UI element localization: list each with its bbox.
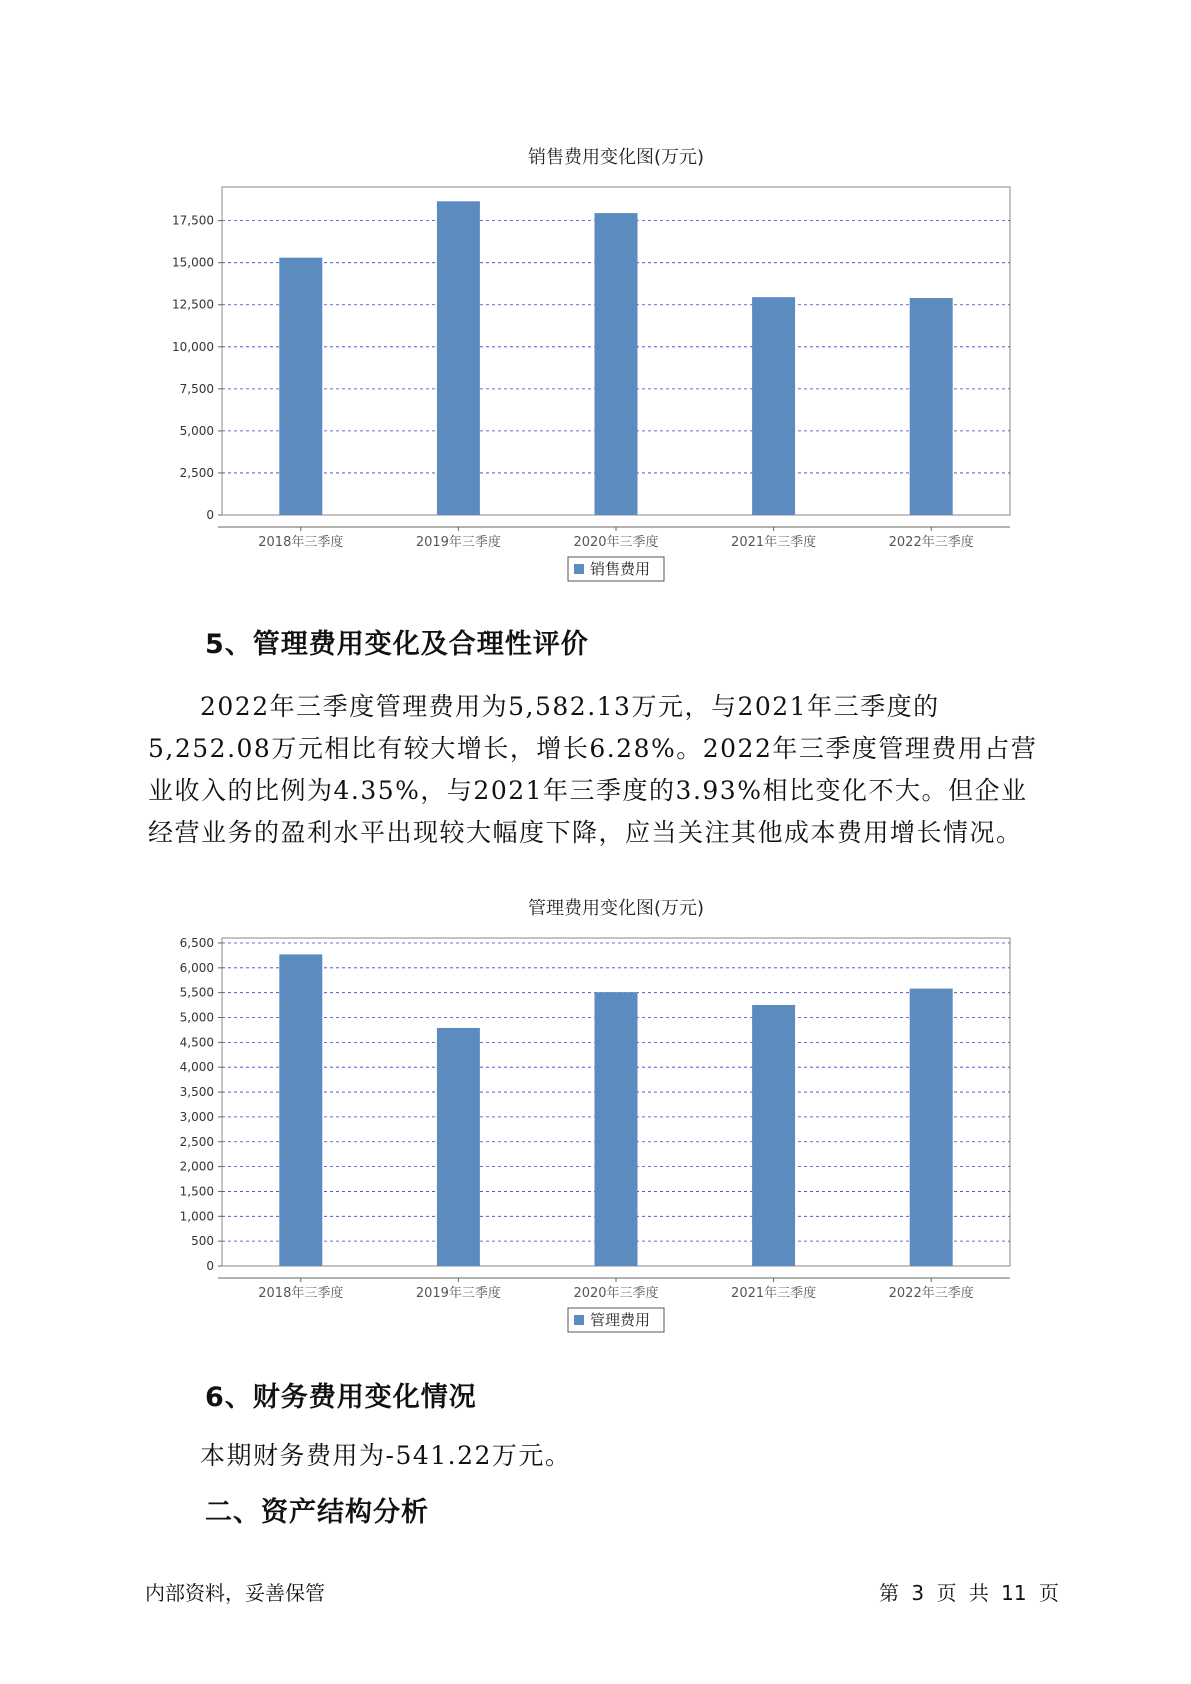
bar <box>437 1028 480 1266</box>
y-tick-label: 4,500 <box>179 1035 214 1050</box>
y-tick-label: 0 <box>206 1259 214 1273</box>
y-tick-label: 7,500 <box>179 381 214 396</box>
x-tick-label: 2018年三季度 <box>258 1286 344 1301</box>
x-tick-label: 2020年三季度 <box>573 1286 659 1301</box>
y-tick-label: 12,500 <box>172 297 214 312</box>
bar <box>279 258 322 515</box>
y-tick-label: 2,500 <box>179 465 214 480</box>
sales-expense-chart-svg <box>0 125 1191 595</box>
bar <box>910 298 953 515</box>
asset-structure-heading: 二、资产结构分析 <box>205 1497 429 1528</box>
bar <box>752 1005 795 1266</box>
y-tick-label: 10,000 <box>172 339 214 354</box>
chart-title: 管理费用变化图(万元) <box>527 898 705 919</box>
y-tick-label: 4,000 <box>179 1060 214 1075</box>
y-tick-label: 3,000 <box>179 1109 214 1124</box>
y-tick-label: 15,000 <box>172 255 214 270</box>
bar <box>595 213 638 515</box>
x-tick-label: 2021年三季度 <box>731 535 817 550</box>
section5-paragraph <box>148 686 1048 854</box>
management-expense-chart-svg <box>0 876 1191 1346</box>
x-tick-label: 2019年三季度 <box>415 1286 501 1301</box>
bar <box>910 989 953 1266</box>
x-tick-label: 2019年三季度 <box>415 535 501 550</box>
section5-paragraph-text: 2022年三季度管理费用为5,582.13万元，与2021年三季度的5,252.08万元相比有较大增长，增长6.28%。2022年三季度管理费用占营业收入的比例为4.35%，与2021年三季度的3.93%相比变化不大。但企业经营业务的盈利水平出现较大幅度下降，应当关注其他成本费用增长情况。 <box>148 692 1038 847</box>
y-tick-label: 3,500 <box>179 1085 214 1100</box>
legend-swatch <box>574 564 584 574</box>
bar <box>752 297 795 515</box>
chart-title: 销售费用变化图(万元) <box>527 147 705 168</box>
y-tick-label: 17,500 <box>172 213 214 228</box>
x-tick-label: 2021年三季度 <box>731 1286 817 1301</box>
x-tick-label: 2020年三季度 <box>573 535 659 550</box>
y-tick-label: 2,500 <box>179 1134 214 1149</box>
y-tick-label: 1,000 <box>179 1209 214 1224</box>
footer-confidential-note: 内部资料，妥善保管 <box>145 1581 325 1605</box>
bar <box>595 992 638 1266</box>
sales-expense-chart <box>0 125 1191 595</box>
y-tick-label: 5,000 <box>179 423 214 438</box>
y-tick-label: 5,000 <box>179 1010 214 1025</box>
legend-label: 管理费用 <box>590 1311 651 1329</box>
section6-heading: 6、财务费用变化情况 <box>205 1382 477 1413</box>
section5-heading: 5、管理费用变化及合理性评价 <box>205 629 589 660</box>
y-tick-label: 2,000 <box>179 1159 214 1174</box>
bar <box>279 954 322 1266</box>
y-tick-label: 1,500 <box>179 1184 214 1199</box>
legend-label: 销售费用 <box>590 560 651 578</box>
section6-paragraph <box>148 1435 1048 1477</box>
footer-page-number: 第 3 页 共 11 页 <box>879 1581 1059 1605</box>
legend-swatch <box>574 1315 584 1325</box>
y-tick-label: 500 <box>191 1234 214 1249</box>
y-tick-label: 6,000 <box>179 960 214 975</box>
x-tick-label: 2022年三季度 <box>888 535 974 550</box>
bar <box>437 201 480 515</box>
y-tick-label: 0 <box>206 508 214 522</box>
y-tick-label: 6,500 <box>179 935 214 950</box>
management-expense-chart <box>0 876 1191 1346</box>
section6-paragraph-text: 本期财务费用为-541.22万元。 <box>200 1441 572 1470</box>
x-tick-label: 2022年三季度 <box>888 1286 974 1301</box>
x-tick-label: 2018年三季度 <box>258 535 344 550</box>
y-tick-label: 5,500 <box>179 985 214 1000</box>
